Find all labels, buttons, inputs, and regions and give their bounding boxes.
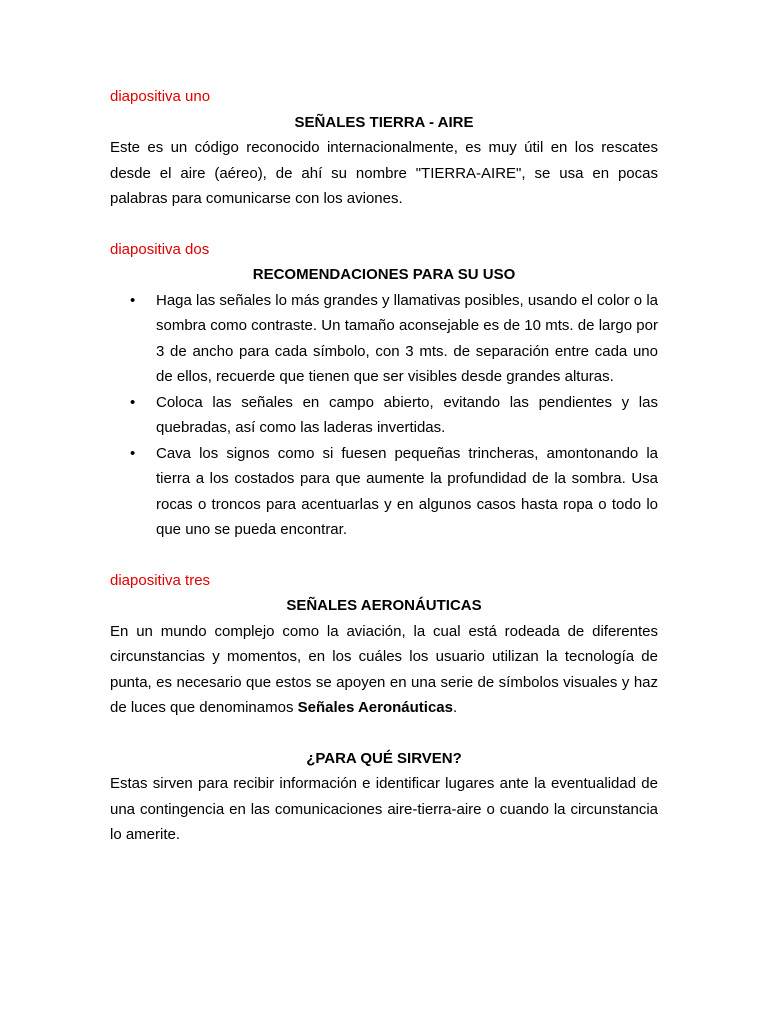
- spacer: [110, 721, 658, 746]
- paragraph-aviacion-bold: Señales Aeronáuticas: [297, 699, 453, 716]
- document-page: [110, 84, 658, 848]
- list-item: [110, 441, 658, 543]
- heading-senales-aeronauticas: SEÑALES AERONÁUTICAS: [286, 597, 482, 614]
- list-item-text: Cava los signos como si fuesen pequeñas trincheras, amontonando la tierra a los costados para que aumente la profundidad de la sombra. Usa rocas o troncos para acentuarlas y en algunos casos hasta ropa o todo lo que uno se pueda encontrar.: [156, 444, 658, 538]
- paragraph-aviacion: [110, 619, 658, 721]
- heading-para-que-sirven: ¿PARA QUÉ SIRVEN?: [306, 749, 462, 767]
- paragraph-para-que-sirven: Estas sirven para recibir información e identificar lugares ante la eventualidad de una contingencia en las comunicaciones aire-tierra-aire o cuando la circunstancia lo amerite.: [110, 775, 658, 843]
- slide-label-dos: diapositiva dos: [110, 240, 210, 258]
- spacer: [110, 543, 658, 568]
- paragraph-aviacion-end: .: [452, 699, 458, 716]
- heading-recomendaciones: RECOMENDACIONES PARA SU USO: [252, 266, 516, 283]
- list-item: [110, 390, 658, 441]
- bullet-icon: •: [130, 291, 136, 309]
- paragraph-aviacion-text: En un mundo complejo como la aviación, la cual está rodeada de diferentes circunstancias y momentos, en los cuáles los usuario utilizan la tecnología de punta, es necesario que estos se apoyen en una serie de símbolos visuales y haz de luces que denominamos: [110, 622, 658, 716]
- recommendations-list: [110, 288, 658, 543]
- bullet-icon: •: [130, 393, 136, 411]
- bullet-icon: •: [130, 444, 136, 462]
- list-item-text: Coloca las señales en campo abierto, evitando las pendientes y las quebradas, así como las laderas invertidas.: [156, 393, 658, 436]
- paragraph-tierra-aire: Este es un código reconocido internacionalmente, es muy útil en los rescates desde el aire (aéreo), de ahí su nombre "TIERRA-AIRE", se usa en pocas palabras para comunicarse con los aviones.: [110, 139, 658, 207]
- list-item-text: Haga las señales lo más grandes y llamativas posibles, usando el color o la sombra como contraste. Un tamaño aconsejable es de 10 mts. de largo por 3 de ancho para cada símbolo, con 3 mts. de separación entre cada uno de ellos, recuerde que tienen que ser visibles desde grandes alturas.: [156, 291, 658, 385]
- list-item: [110, 288, 658, 390]
- heading-senales-tierra-aire: SEÑALES TIERRA - AIRE: [294, 113, 474, 131]
- slide-label-uno: diapositiva uno: [110, 88, 211, 105]
- spacer: [110, 212, 658, 237]
- slide-label-tres: diapositiva tres: [110, 571, 211, 589]
